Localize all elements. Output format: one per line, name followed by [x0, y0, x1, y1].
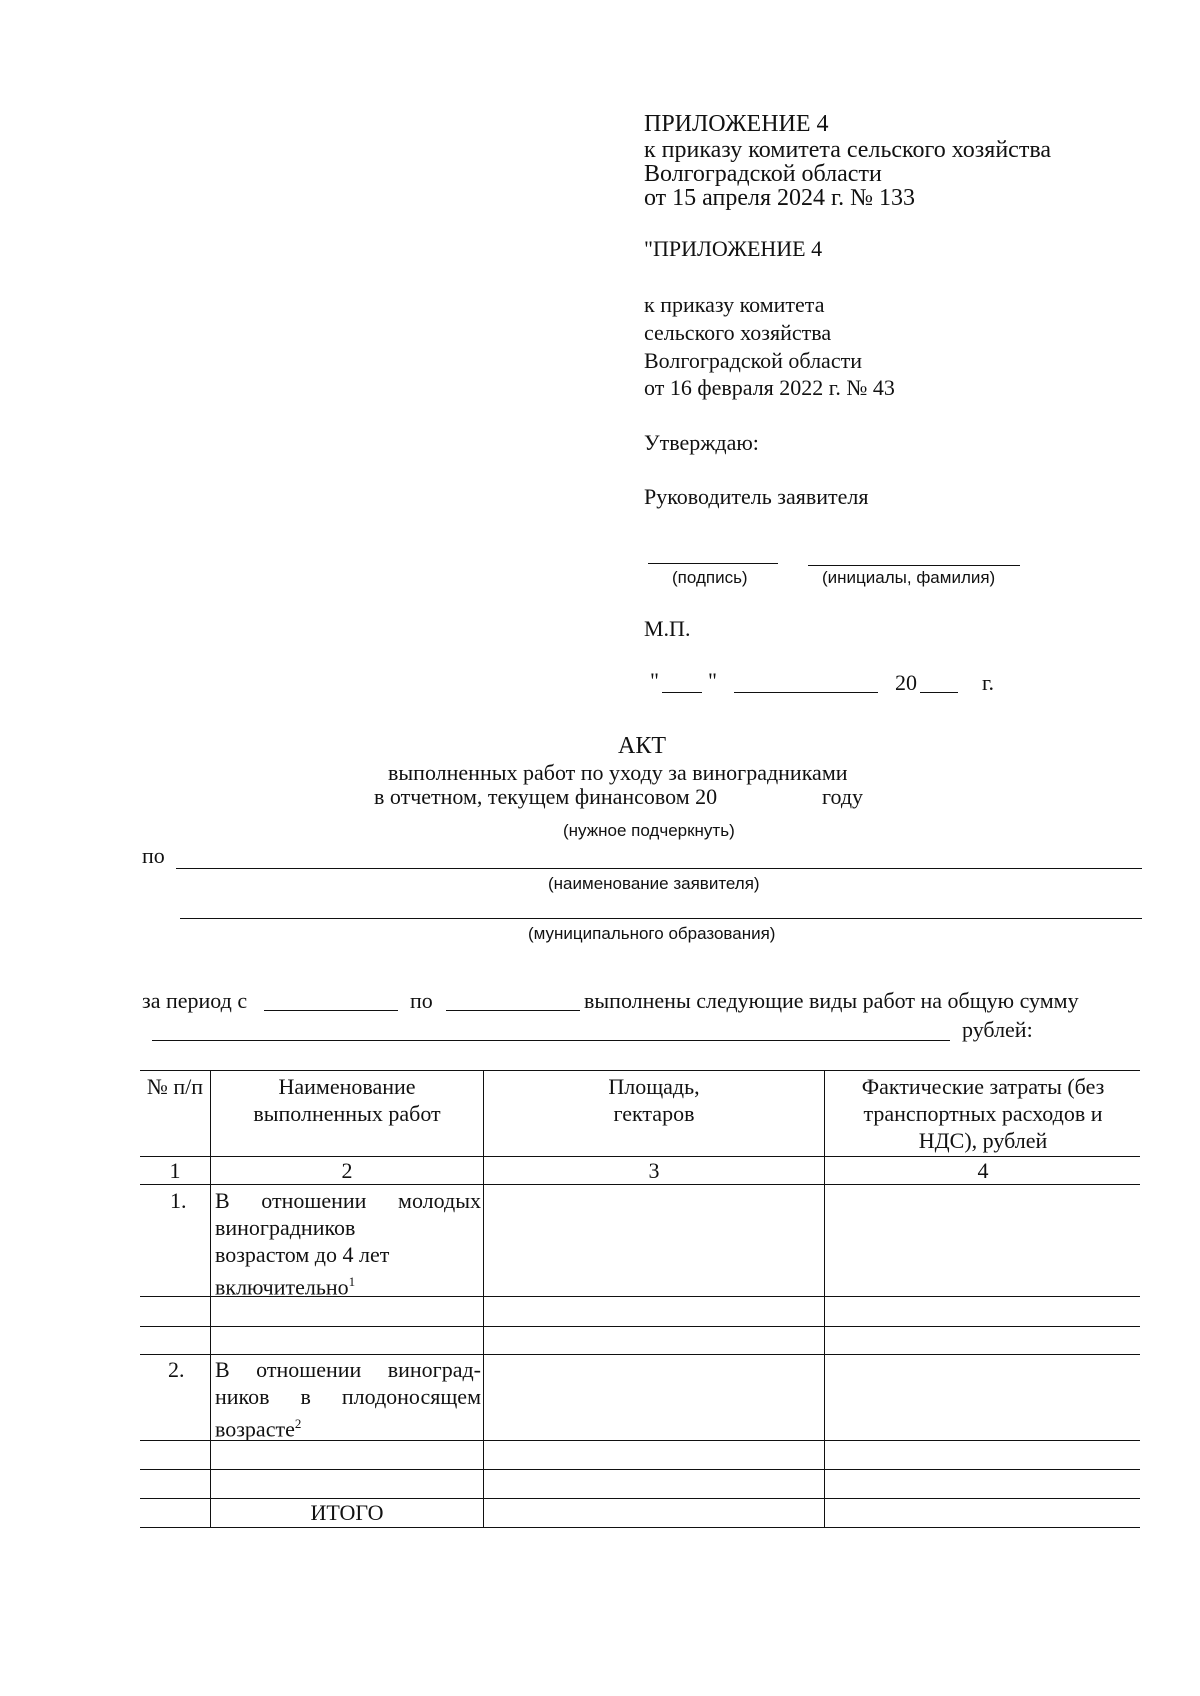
appendix-title: ПРИЛОЖЕНИЕ 4 — [644, 111, 829, 137]
stamp-label: М.П. — [644, 616, 691, 641]
day-line — [662, 692, 702, 693]
table-col-divider — [210, 1070, 211, 1527]
municipality-line — [180, 918, 1142, 919]
name-caption: (инициалы, фамилия) — [822, 568, 996, 587]
period-from-line — [264, 1010, 398, 1011]
period-to-line — [446, 1010, 580, 1011]
act-year-line-a: в отчетном, текущем финансовом 20 — [374, 784, 718, 809]
period-rest: выполнены следующие виды работ на общую сумму — [584, 988, 1079, 1013]
row2-line1: В отношении виноград- — [215, 1357, 481, 1382]
appendix-region-line: Волгоградской области — [644, 161, 882, 187]
table-row-divider — [140, 1070, 1140, 1071]
appendix-date-line: от 15 апреля 2024 г. № 133 — [644, 185, 916, 211]
row2-line3: возрасте$^2$ — [215, 1416, 302, 1442]
header-costs-line3: НДС), рублей — [918, 1128, 1048, 1153]
table-row-divider — [140, 1326, 1140, 1327]
column-number-1: 1 — [169, 1158, 181, 1183]
period-from-label: за период с — [142, 988, 248, 1013]
header-area — [485, 1073, 823, 1127]
row2-line2: ников в плодоносящем — [215, 1384, 481, 1409]
header-number: № п/п — [146, 1074, 204, 1099]
signature-caption: (подпись) — [672, 568, 748, 587]
header-work-name-line1: Наименование — [278, 1074, 416, 1099]
row1-line2: виноградников — [215, 1215, 356, 1240]
table-row-divider — [140, 1469, 1140, 1470]
table-row-divider — [140, 1527, 1140, 1528]
table-row-divider — [140, 1354, 1140, 1355]
row1-number: 1. — [170, 1188, 187, 1213]
table-col-divider — [483, 1070, 484, 1527]
month-line — [734, 692, 878, 693]
year-line — [920, 692, 958, 693]
prev-appendix-line3: Волгоградской области — [644, 348, 862, 373]
row2-footnote: 2 — [294, 1416, 302, 1431]
applicant-line — [176, 868, 1142, 869]
name-line — [808, 565, 1020, 566]
row2-number: 2. — [168, 1357, 185, 1382]
currency-label: рублей: — [962, 1017, 1033, 1042]
table-row-divider — [140, 1184, 1140, 1185]
date-close-quote: " — [708, 668, 717, 693]
header-area-line2: гектаров — [613, 1101, 695, 1126]
year-suffix: г. — [982, 670, 995, 695]
header-costs — [826, 1073, 1140, 1154]
period-to-label: по — [410, 988, 433, 1013]
prev-appendix-line4: от 16 февраля 2022 г. № 43 — [644, 375, 895, 400]
year-prefix: 20 — [895, 670, 917, 695]
column-number-2: 2 — [341, 1158, 353, 1183]
column-number-3: 3 — [648, 1158, 660, 1183]
by-label: по — [142, 843, 165, 868]
table-col-divider — [824, 1070, 825, 1527]
header-work-name-line2: выполненных работ — [253, 1101, 441, 1126]
act-subtitle: выполненных работ по уходу за виноградниками — [388, 760, 848, 785]
applicant-caption: (наименование заявителя) — [548, 874, 760, 893]
appendix-order-line: к приказу комитета сельского хозяйства — [644, 137, 1051, 163]
approve-label: Утверждаю: — [644, 430, 759, 455]
header-work-name — [212, 1073, 482, 1127]
row1-line3: возрастом до 4 лет — [215, 1242, 390, 1267]
act-title: АКТ — [618, 733, 666, 759]
head-label: Руководитель заявителя — [644, 484, 869, 509]
municipality-caption: (муниципального образования) — [528, 924, 776, 943]
column-number-4: 4 — [977, 1158, 989, 1183]
underline-note: (нужное подчеркнуть) — [563, 821, 735, 840]
prev-appendix-line2: сельского хозяйства — [644, 320, 832, 345]
prev-appendix-title: "ПРИЛОЖЕНИЕ 4 — [644, 236, 823, 261]
header-costs-line1: Фактические затраты (без — [861, 1074, 1105, 1099]
act-year-line-b: году — [822, 784, 864, 809]
row2-description — [215, 1356, 481, 1442]
row1-description — [215, 1187, 481, 1300]
header-costs-line2: транспортных расходов и — [863, 1101, 1103, 1126]
row1-line1: В отношении молодых — [215, 1188, 481, 1213]
row1-line4: включительно$^1$ — [215, 1274, 356, 1300]
date-open-quote: " — [650, 668, 659, 693]
sum-line — [152, 1040, 950, 1041]
total-label: ИТОГО — [310, 1500, 384, 1525]
header-area-line1: Площадь, — [608, 1074, 700, 1099]
prev-appendix-line1: к приказу комитета — [644, 292, 825, 317]
row1-footnote: 1 — [348, 1274, 356, 1289]
signature-line — [648, 563, 778, 564]
